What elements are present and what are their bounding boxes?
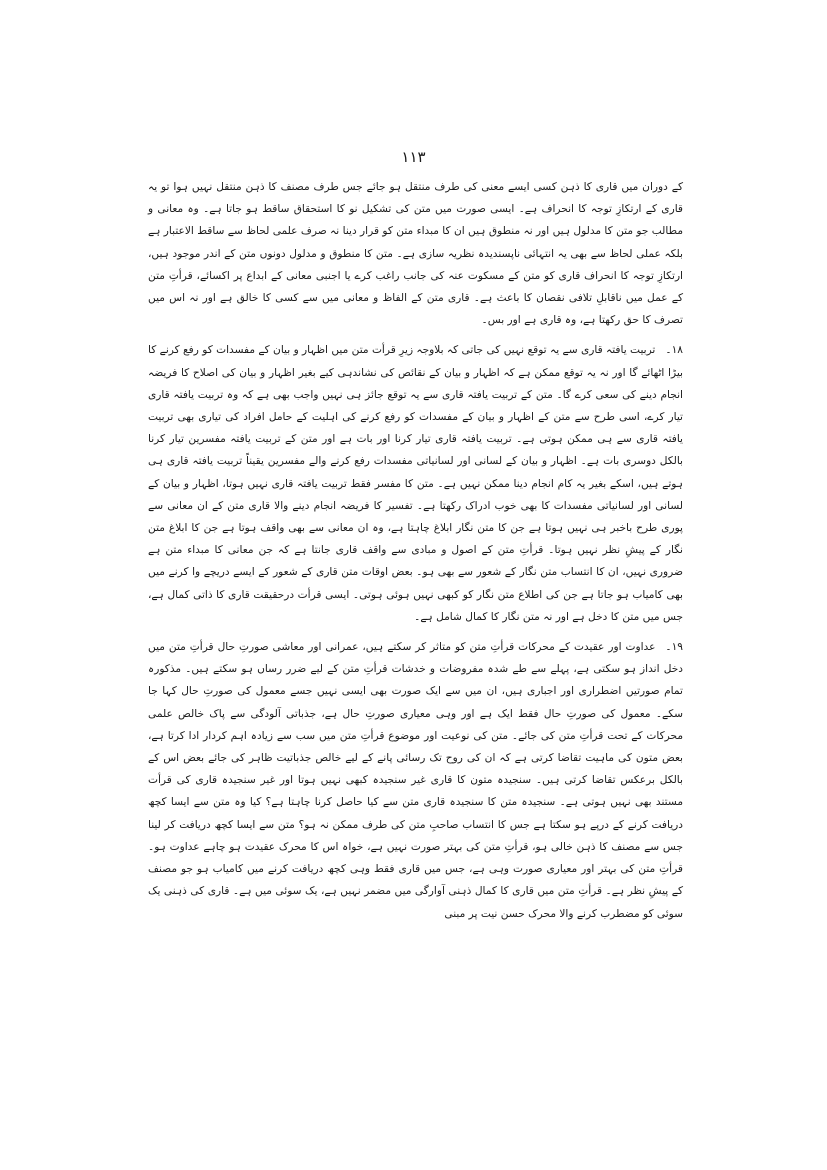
- paragraph-number: ١٩۔: [665, 641, 683, 654]
- paragraph-19: [148, 636, 683, 925]
- paragraph-18: [148, 339, 683, 628]
- paragraph-17-continuation: [148, 176, 683, 331]
- paragraph-text: کے دوران میں قاری کا ذہن کسی ایسے معنی کی طرف منتقل ہو جائے جس طرف مصنف کا ذہن منتقل نہیں ہوا تو یہ قاری کے ارتکازِ توجہ کا انحراف ہے۔ ایسی صورت میں متن کی تشکیل نو کا استحقاق ساقط ہو جاتا ہے۔ وہ معانی و مطالب جو متن کا مدلول ہیں اور نہ منطوق ہیں ان کا مبداء متن کو قرار دینا نہ صرف علمی لحاظ سے ساقط الاعتبار ہے بلکہ عملی لحاظ سے بھی یہ انتہائی ناپسندیدہ نظریہ سازی ہے۔ متن کا منطوق و مدلول دونوں متن کے اندر موجود ہیں، ارتکازِ توجہ کا انحراف قاری کو متن کے مسکوت عنہ کی جانب راغب کرے یا اجنبی معانی کے ابداع پر اکسائے، قرأتِ متن کے عمل میں ناقابلِ تلافی نقصان کا باعث ہے۔ قاری متن کے الفاظ و معانی میں سے کسی کا خالق ہے اور نہ اس میں تصرف کا حق رکھتا ہے، وہ قاری ہے اور بس۔: [148, 181, 683, 327]
- paragraph-number: ١٨۔: [665, 344, 683, 357]
- paragraph-text: تربیت یافتہ قاری سے یہ توقع نہیں کی جاتی کہ بلاوجہ زیرِ قرأت متن میں اظہار و بیان کے مفسدات کو رفع کرنے کا بیڑا اٹھائے گا اور نہ یہ توقع ممکن ہے کہ اظہار و بیان کے نقائص کی نشاندہی کیے بغیر اظہار و بیان کی اصلاح کا فریضہ انجام دینے کی سعی کرے گا۔ متن کے تربیت یافتہ قاری سے یہ توقع جائز ہی نہیں واجب بھی ہے کہ وہ تربیت یافتہ قاری تیار کرے، اسی طرح سے متن کے اظہار و بیان کے مفسدات کو رفع کرنے کی اہلیت کے حامل افراد کی تیاری بھی تربیت یافتہ قاری سے ہی ممکن ہوتی ہے۔ تربیت یافتہ قاری تیار کرنا اور بات ہے اور متن کے تربیت یافتہ مفسرین تیار کرنا بالکل دوسری بات ہے۔ اظہار و بیان کے لسانی اور لسانیاتی مفسدات رفع کرنے والے مفسرین یقیناً تربیت یافتہ قاری ہی ہوتے ہیں، اسکے بغیر یہ کام انجام دینا ممکن نہیں ہے۔ متن کا مفسر فقط تربیت یافتہ قاری نہیں ہوتا، اظہار و بیان کے لسانی اور لسانیاتی مفسدات کا بھی خوب ادراک رکھتا ہے۔ تفسیر کا فریضہ انجام دینے والا قاری متن کے ان معانی سے پوری طرح باخبر ہی نہیں ہوتا ہے جن کا متن نگار ابلاغ چاہتا ہے، وہ ان معانی سے بھی واقف ہوتا ہے جن کا ابلاغ متن نگار کے پیشِ نظر نہیں ہوتا۔ قرأتِ متن کے اصول و مبادی سے واقف قاری جانتا ہے کہ جن معانی کا مبداء متن ہے ضروری نہیں، ان کا انتساب متن نگار کے شعور سے بھی ہو۔ بعض اوقات متن قاری کے شعور کے ایسے دریچے وا کرنے میں بھی کامیاب ہو جاتا ہے جن کی اطلاع متن نگار کو کبھی نہیں ہوئی ہوتی۔ ایسی قرأت درحقیقت قاری کا ذاتی کمال ہے، جس میں متن کا دخل ہے اور نہ متن نگار کا کمال شامل ہے۔: [147, 344, 683, 623]
- paragraph-text: عداوت اور عقیدت کے محرکات قرأتِ متن کو متاثر کر سکتے ہیں، عمرانی اور معاشی صورتِ حال قرأتِ متن میں دخل انداز ہو سکتی ہے، پہلے سے طے شدہ مفروضات و خدشات قرأتِ متن کے لیے ضرر رساں ہو سکتے ہیں۔ مذکورہ تمام صورتیں اضطراری اور اجباری ہیں، ان میں سے ایک صورت بھی ایسی نہیں جسے معمول کی صورتِ حال کہا جا سکے۔ معمول کی صورتِ حال فقط ایک ہے اور وہی معیاری صورتِ حال ہے، جذباتی آلودگی سے پاک خالص علمی محرکات کے تحت قرأتِ متن کی جائے۔ متن کی نوعیت اور موضوع قرأتِ متن میں سب سے زیادہ اہم کردار ادا کرتا ہے، بعض متون کی ماہیت تقاضا کرتی ہے کہ ان کی روح تک رسائی پانے کے لیے خالص جذباتیت ظاہر کی جائے بعض اس کے بالکل برعکس تقاضا کرتی ہیں۔ سنجیدہ متون کا قاری غیر سنجیدہ کبھی نہیں ہوتا اور غیر سنجیدہ قاری کی قرأت مستند بھی نہیں ہوتی ہے۔ سنجیدہ متن کا سنجیدہ قاری متن سے کیا حاصل کرنا چاہتا ہے؟ کیا وہ متن سے ایسا کچھ دریافت کرنے کے درپے ہو سکتا ہے جس کا انتساب صاحبِ متن کی طرف ممکن نہ ہو؟ متن سے ایسا کچھ دریافت کر لینا جس سے مصنف کا ذہن خالی ہو، قرأتِ متن کی بہتر صورت نہیں ہے، خواہ اس کا محرک عقیدت ہو چاہے عداوت ہو۔ قرأتِ متن کی بہتر اور معیاری صورت وہی ہے، جس میں قاری فقط وہی کچھ دریافت کرنے میں کامیاب ہو جو مصنف کے پیشِ نظر ہے۔ قرأتِ متن میں قاری کا کمال ذہنی آوارگی میں مضمر نہیں ہے، یک سوئی میں ہے۔ قاری کی ذہنی یک سوئی کو مضطرب کرنے والا محرک حسن نیت پر مبنی: [148, 641, 683, 920]
- page-number: ١١٣: [401, 148, 426, 166]
- page-body: [148, 176, 683, 925]
